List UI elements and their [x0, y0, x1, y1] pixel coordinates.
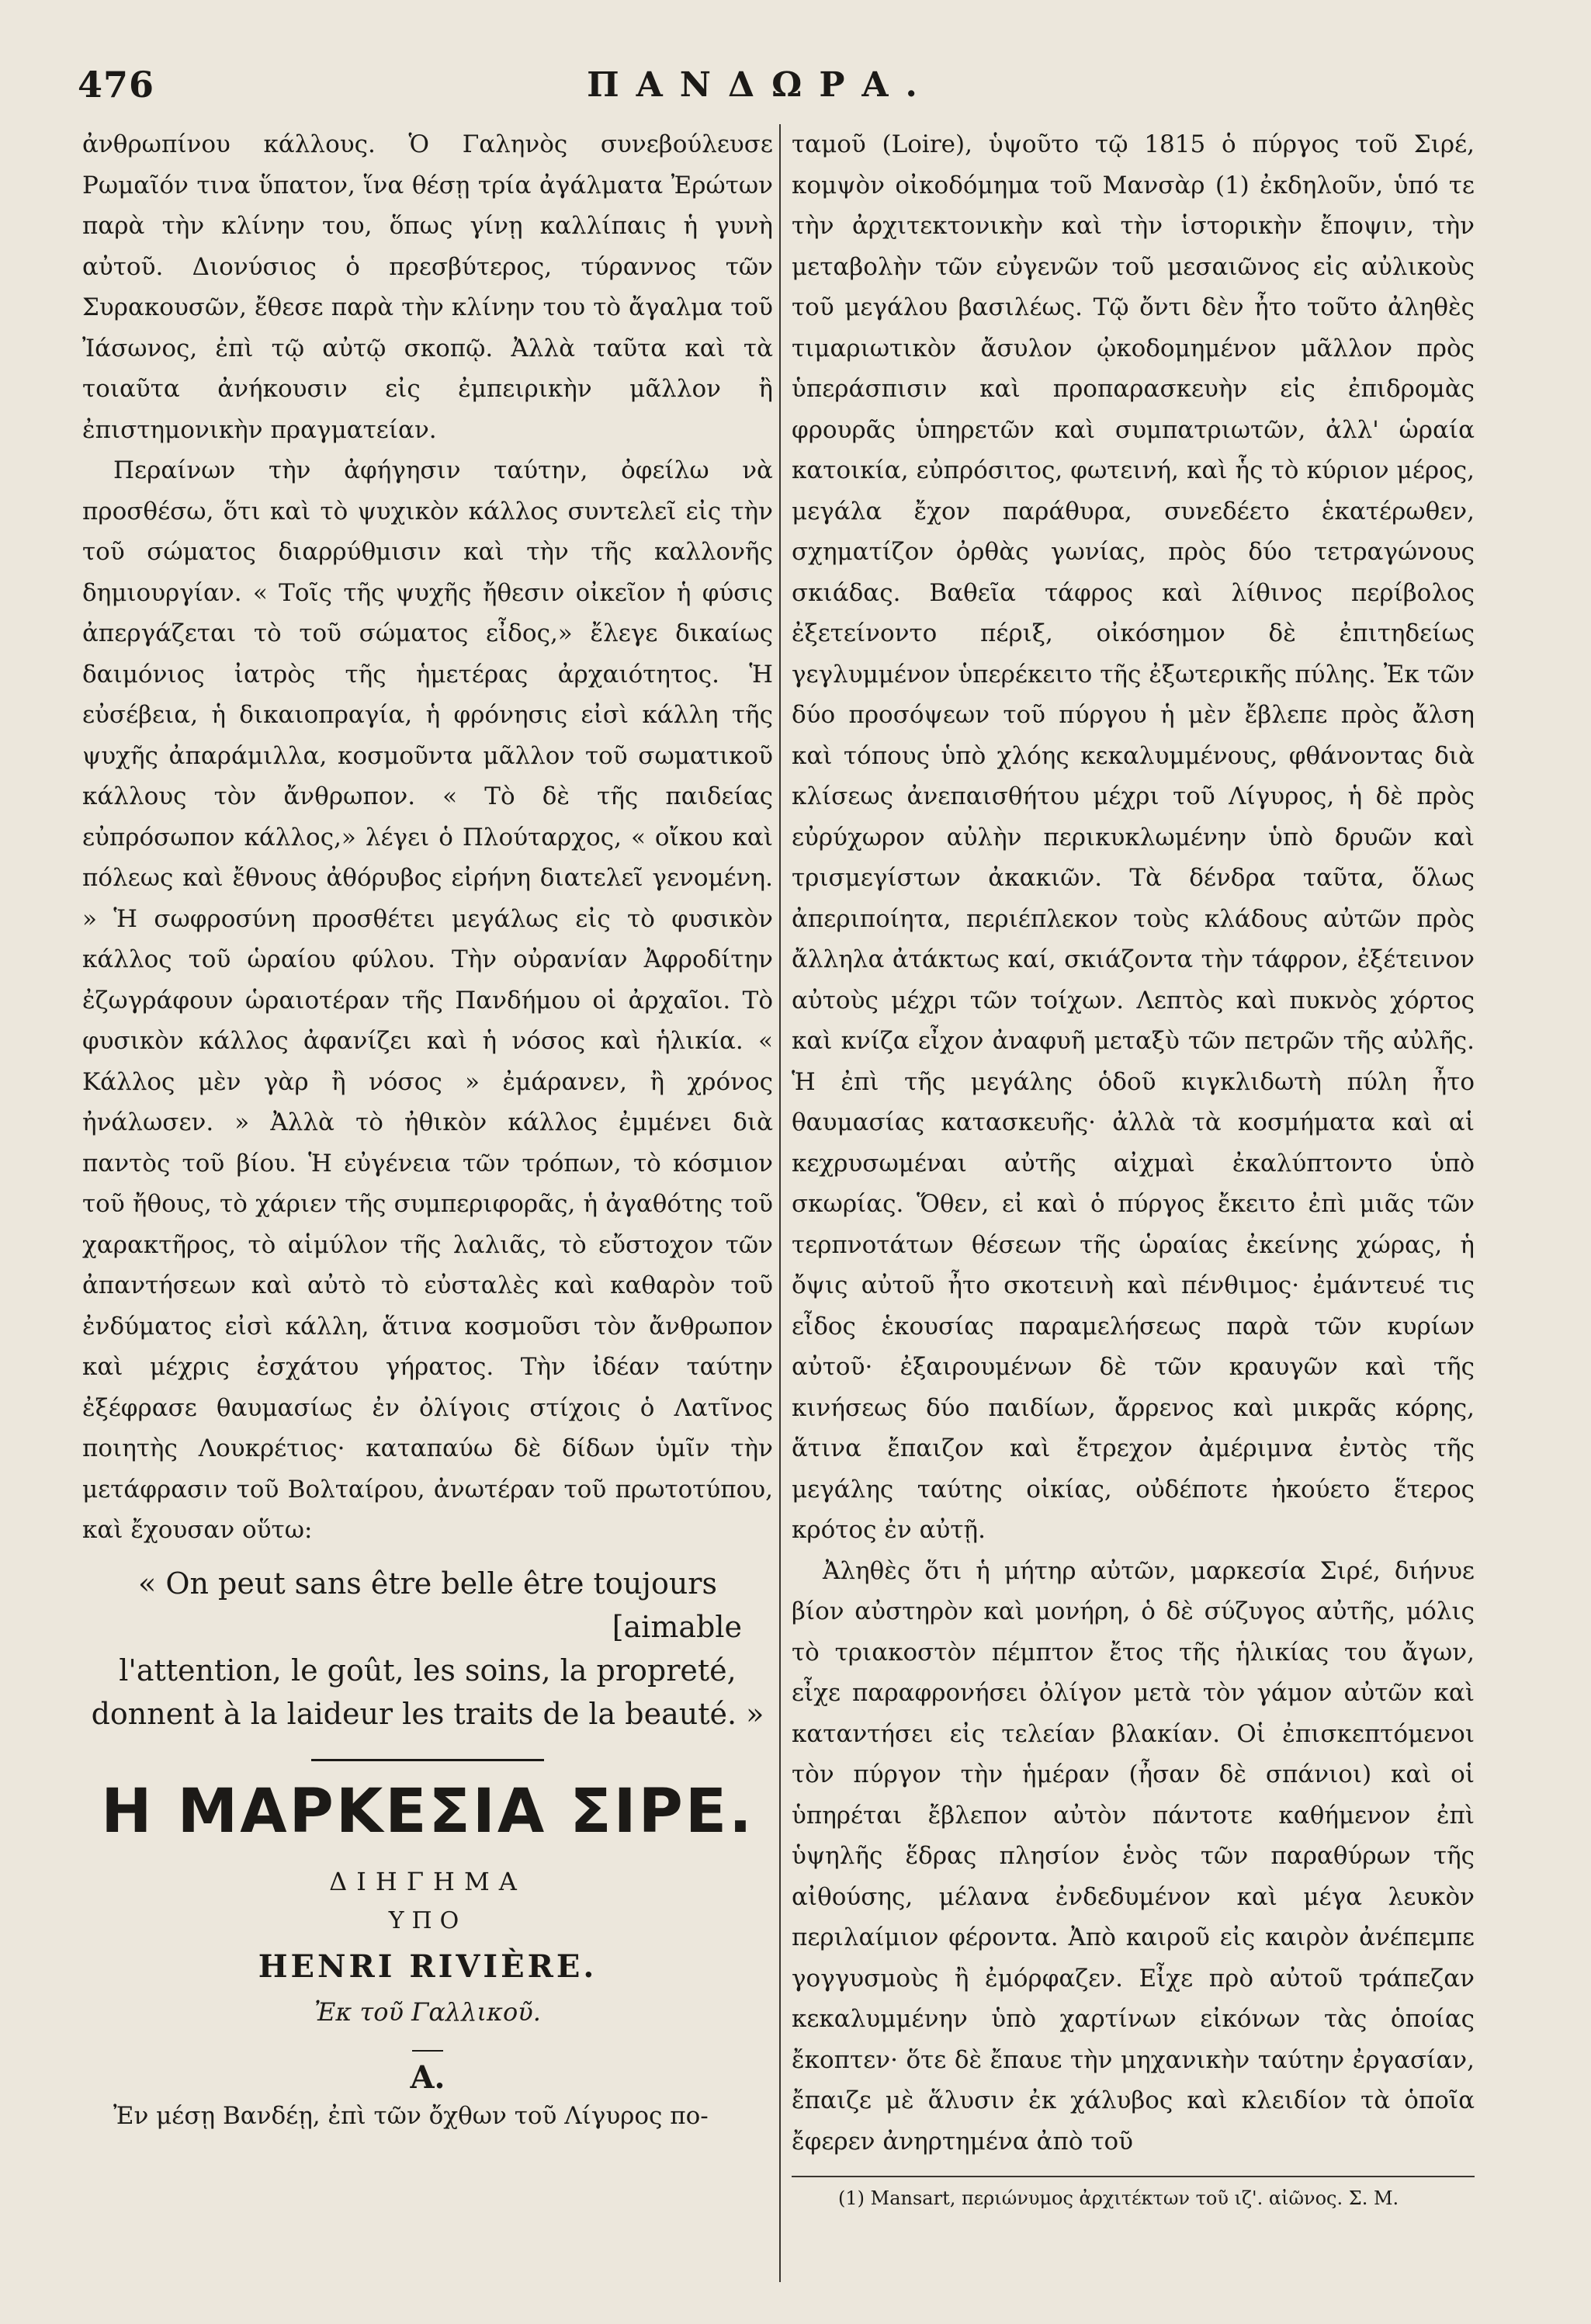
running-title: ΠΑΝΔΩΡΑ.: [587, 65, 934, 105]
right-column: [792, 124, 1475, 2282]
footnote-divider: [792, 2176, 1475, 2177]
french-verse-line-3: l'attention, le goût, les soins, la propreté,: [119, 1653, 737, 1688]
column-rule: [779, 124, 781, 2282]
right-paragraph-2: Ἀληθὲς ὅτι ἡ μήτηρ αὐτῶν, μαρκεσία Σιρέ, διήνυε βίον αὐστηρὸν καὶ μονήρη, ὁ δὲ σύζυγος αὐτῆς, μόλις τὸ τριακοστὸν πέμπτον ἔτος τῆς ἡλικίας του ἄγων, εἶχε παραφρονήσει ὀλίγον μετὰ τὸν γάμον αὐτῶν καὶ καταντήσει εἰς τελείαν βλακίαν. Οἱ ἐπισκεπτόμενοι τὸν πύργον τὴν ἡμέραν (ἦσαν δὲ σπάνιοι) καὶ οἱ ὑπηρέται ἔβλεπον αὐτὸν πάντοτε καθήμενον ἐπὶ ὑψηλῆς ἕδρας πλησίον ἑνὸς τῶν παραθύρων τῆς αἰθούσης, μέλανα ἐνδεδυμένον καὶ μέγα λευκὸν περιλαίμιον φέροντα. Ἀπὸ καιροῦ εἰς καιρὸν ἀνέπεμπε γογγυσμοὺς ἢ ἐμόρφαζεν. Εἶχε πρὸ αὐτοῦ τράπεζαν κεκαλυμμένην ὑπὸ χαρτίνων εἰκόνων τὰς ὁποίας ἔκοπτεν· ὅτε δὲ ἔπαυε τὴν μηχανικὴν ταύτην ἐργασίαν, ἔπαιζε μὲ ἅλυσιν ἐκ χάλυβος καὶ κλειδίον τὰ ὁποῖα ἔφερεν ἀνηρτημένα ἀπὸ τοῦ: [792, 1556, 1475, 2156]
left-column: [82, 124, 773, 2282]
page-number: 476: [78, 64, 155, 106]
left-paragraph-2: Περαίνων τὴν ἀφήγησιν ταύτην, ὀφείλω νὰ προσθέσω, ὅτι καὶ τὸ ψυχικὸν κάλλος συντελεῖ εἰς τὴν τοῦ σώματος διαρρύθμισιν καὶ τὴν τῆς καλλονῆς δημιουργίαν. « Τοῖς τῆς ψυχῆς ἤθεσιν οἰκεῖον ἡ φύσις ἀπεργάζεται τὸ τοῦ σώματος εἶδος,» ἔλεγε δικαίως δαιμόνιος ἰατρὸς τῆς ἡμετέρας ἀρχαιότητος. Ἡ εὐσέβεια, ἡ δικαιοπραγία, ἡ φρόνησις εἰσὶ κάλλη τῆς ψυχῆς ἀπαράμιλλα, κοσμοῦντα μᾶλλον τοῦ σωματικοῦ κάλλους τὸν ἄνθρωπον. « Τὸ δὲ τῆς παιδείας εὐπρόσωπον κάλλος,» λέγει ὁ Πλούταρχος, « οἴκου καὶ πόλεως καὶ ἔθνους ἀθόρυβος εἰρήνη διατελεῖ γενομένη. » Ἡ σωφροσύνη προσθέτει μεγάλως εἰς τὸ φυσικὸν κάλλος τοῦ ὡραίου φύλου. Τὴν οὐρανίαν Ἀφροδίτην ἐζωγράφουν ὡραιοτέραν τῆς Πανδήμου οἱ ἀρχαῖοι. Τὸ φυσικὸν κάλλος ἀφανίζει καὶ ἡ νόσος καὶ ἡλικία. « Κάλλος μὲν γὰρ ἢ νόσος » ἐμάρανεν, ἢ χρόνος ἠνάλωσεν. » Ἀλλὰ τὸ ἠθικὸν κάλλος ἐμμένει διὰ παντὸς τοῦ βίου. Ἡ εὐγένεια τῶν τρόπων, τὸ κόσμιον τοῦ ἤθους, τὸ χάριεν τῆς συμπεριφορᾶς, ἡ ἀγαθότης τοῦ χαρακτῆρος, τὸ αἱμύλον τῆς λαλιᾶς, τὸ εὔστοχον τῶν ἀπαντήσεων καὶ αὐτὸ τὸ εὐσταλὲς καὶ καθαρὸν τοῦ ἐνδύματος εἰσὶ κάλλη, ἅτινα κοσμοῦσι τὸν ἄνθρωπον καὶ μέχρις ἐσχάτου γήρατος. Τὴν ἰδέαν ταύτην ἐξέφρασε θαυμασίως ἐν ὀλίγοις στίχοις ὁ Λατῖνος ποιητὴς Λουκρέτιος· καταπαύω δὲ δίδων ὑμῖν τὴν μετάφρασιν τοῦ Βολταίρου, ἀνωτέραν τοῦ πρωτοτύπου, καὶ ἔχουσαν οὕτω:: [82, 456, 773, 1544]
french-verse-line-2: [aimable: [612, 1609, 742, 1644]
french-verse-line-1: « On peut sans être belle être toujours: [138, 1566, 717, 1601]
footnote: (1) Mansart, περιώνυμος ἀρχιτέκτων τοῦ ιζ'. αἰῶνος. Σ. Μ.: [838, 2187, 1399, 2209]
section-divider: [311, 1759, 544, 1761]
left-paragraph-1: ἀνθρωπίνου κάλλους. Ὁ Γαληνὸς συνεβούλευσε Ρωμαῖόν τινα ὕπατον, ἵνα θέσῃ τρία ἀγάλματα Ἐρώτων παρὰ τὴν κλίνην του, ὅπως γίνῃ καλλίπαις ἡ γυνὴ αὐτοῦ. Διονύσιος ὁ πρεσβύτερος, τύραννος τῶν Συρακουσῶν, ἔθεσε παρὰ τὴν κλίνην του τὸ ἄγαλμα τοῦ Ἰάσωνος, ἐπὶ τῷ αὐτῷ σκοπῷ. Ἀλλὰ ταῦτα καὶ τὰ τοιαῦτα ἀνήκουσιν εἰς ἐμπειρικὴν μᾶλλον ἢ ἐπιστημονικὴν πραγματείαν.: [82, 130, 773, 444]
right-paragraph-1: ταμοῦ (Loire), ὑψοῦτο τῷ 1815 ὁ πύργος τοῦ Σιρέ, κομψὸν οἰκοδόμημα τοῦ Μανσὰρ (1) ἐκδηλοῦν, ὑπό τε τὴν ἀρχιτεκτονικὴν καὶ τὴν ἱστορικὴν ἔποψιν, τὴν μεταβολὴν τῶν εὐγενῶν τοῦ μεσαιῶνος εἰς αὐλικοὺς τοῦ μεγάλου βασιλέως. Τῷ ὄντι δὲν ἦτο τοῦτο ἀληθὲς τιμαριωτικὸν ἄσυλον ᾠκοδομημένον μᾶλλον πρὸς ὑπεράσπισιν καὶ προπαρασκευὴν εἰς ἐπιδρομὰς φρουρᾶς ὑπηρετῶν καὶ συμπατριωτῶν, ἀλλ' ὡραία κατοικία, εὐπρόσιτος, φωτεινή, καὶ ἧς τὸ κύριον μέρος, μεγάλα ἔχον παράθυρα, συνεδέετο ἑκατέρωθεν, σχηματίζον ὀρθὰς γωνίας, πρὸς δύο τετραγώνους σκιάδας. Βαθεῖα τάφρος καὶ λίθινος περίβολος ἐξετείνοντο πέριξ, οἰκόσημον δὲ ἐπιτηδείως γεγλυμμένον ὑπερέκειτο τῆς ἐξωτερικῆς πύλης. Ἐκ τῶν δύο προσόψεων τοῦ πύργου ἡ μὲν ἔβλεπε πρὸς ἄλση καὶ τόπους ὑπὸ χλόης κεκαλυμμένους, φθάνοντας διὰ κλίσεως ἀνεπαισθήτου μέχρι τοῦ Λίγυρος, ἡ δὲ πρὸς εὐρύχωρον αὐλὴν περικυκλωμένην ὑπὸ δρυῶν καὶ τρισμεγίστων ἀκακιῶν. Τὰ δένδρα ταῦτα, ὅλως ἀπεριποίητα, περιέπλεκον τοὺς κλάδους αὐτῶν πρὸς ἄλληλα ἀτάκτως καί, σκιάζοντα τὴν τάφρον, ἐξέτεινον αὐτοὺς μέχρι τῶν τοίχων. Λεπτὸς καὶ πυκνὸς χόρτος καὶ κνίζα εἶχον ἀναφυῆ μεταξὺ τῶν πετρῶν τῆς αὐλῆς. Ἡ ἐπὶ τῆς μεγάλης ὁδοῦ κιγκλιδωτὴ πύλη ἦτο θαυμασίας κατασκευῆς· ἀλλὰ τὰ κοσμήματα καὶ αἱ κεχρυσωμέναι αὐτῆς αἰχμαὶ ἐκαλύπτοντο ὑπὸ σκωρίας. Ὅθεν, εἰ καὶ ὁ πύργος ἔκειτο ἐπὶ μιᾶς τῶν τερπνοτάτων θέσεων τῆς ὡραίας ἐκείνης χώρας, ἡ ὄψις αὐτοῦ ἦτο σκοτεινὴ καὶ πένθιμος· ἐμάντευέ τις εἶδος ἑκουσίας παραμελήσεως παρὰ τῶν κυρίων αὐτοῦ· ἐξαιρουμένων δὲ τῶν κραυγῶν καὶ τῆς κινήσεως δύο παιδίων, ἄρρενος καὶ μικρᾶς κόρης, ἅτινα ἔπαιζον καὶ ἔτρεχον ἀμέριμνα ἐντὸς τῆς μεγάλης ταύτης οἰκίας, οὐδέποτε ἠκούετο ἕτερος κρότος ἐν αὐτῇ.: [792, 130, 1475, 1544]
chapter-divider: [412, 2050, 443, 2052]
story-title: Η ΜΑΡΚΕΣΙΑ ΣΙΡΕ.: [101, 1776, 754, 1847]
french-verse: [82, 1562, 773, 1736]
left-paragraph-3: Ἐν μέσῃ Βανδέῃ, ἐπὶ τῶν ὄχθων τοῦ Λίγυρος πο-: [113, 2101, 709, 2130]
translated-from: Ἐκ τοῦ Γαλλικοῦ.: [314, 1996, 541, 2027]
page-header: [78, 47, 1444, 116]
french-verse-line-4: donnent à la laideur les traits de la beauté. »: [91, 1696, 764, 1731]
story-author: HENRI RIVIÈRE.: [258, 1948, 598, 1985]
story-genre: ΔΙΗΓΗΜΑ: [329, 1866, 526, 1896]
story-by: ΥΠΟ: [388, 1906, 467, 1934]
chapter-number: Α.: [410, 2059, 445, 2096]
